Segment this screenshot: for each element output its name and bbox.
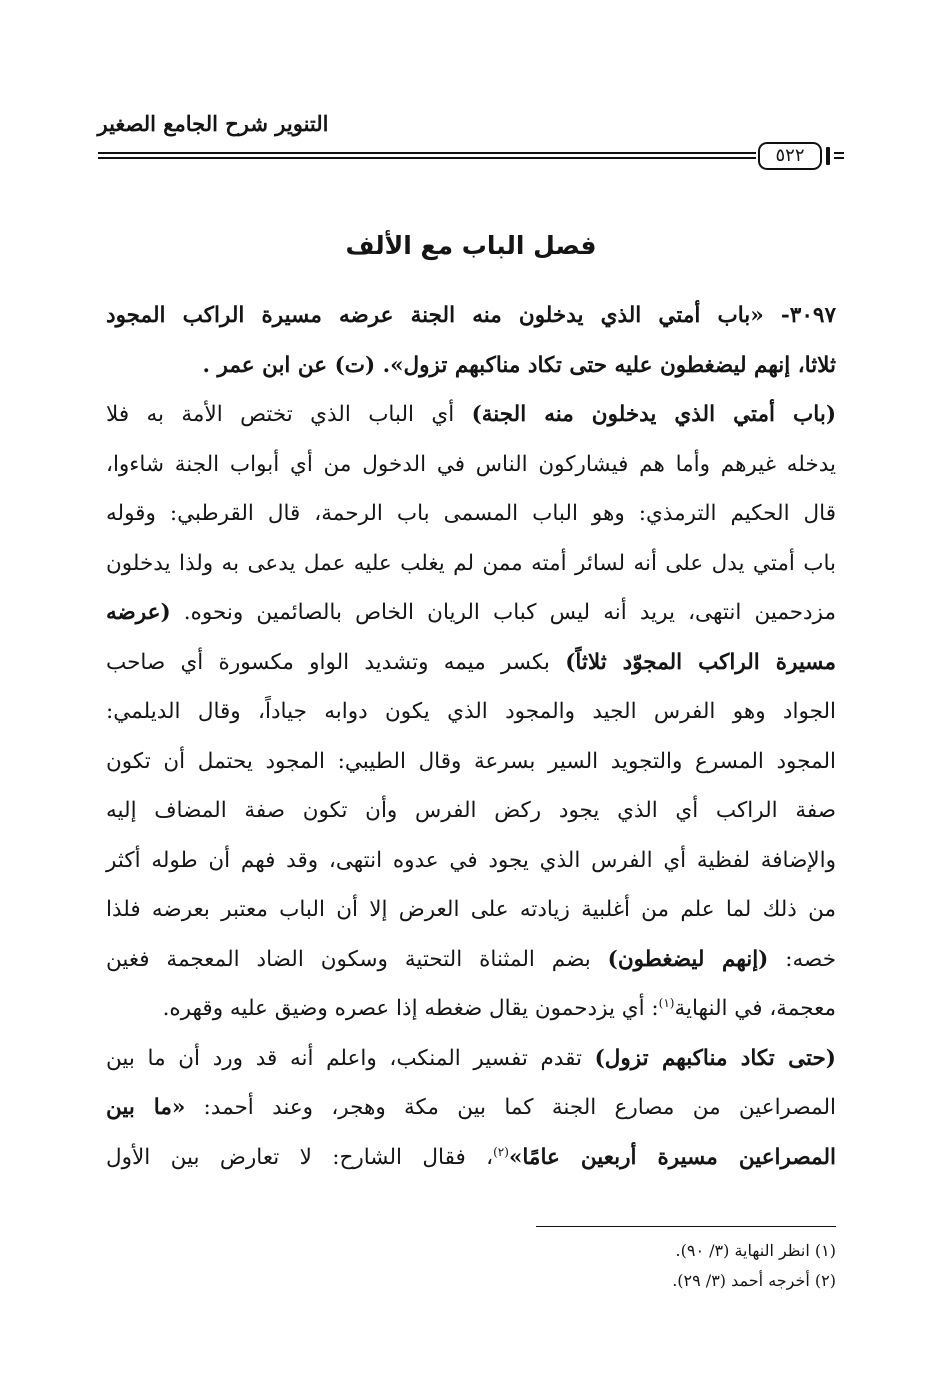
text-line-6: باب أمتي يدل على أنه لسائر أمته ممن لم يغلب عليه عمل يدعى به ولذا يدخلون xyxy=(106,550,836,576)
header-double-rule xyxy=(98,152,756,159)
hadith-line-1: ٣٠٩٧- «باب أمتي الذي يدخلون منه الجنة عرضه مسيرة الراكب المجود xyxy=(106,303,836,328)
text-run: مزدحمين انتهى، يريد أنه ليس كباب الريان الخاص بالصائمين ونحوه. xyxy=(170,600,836,625)
text-line-16 xyxy=(106,1034,836,1084)
text-line-5: قال الحكيم الترمذي: وهو الباب المسمى باب الرحمة، قال القرطبي: وقوله xyxy=(106,501,836,526)
text-run: : أي يزدحمون يقال ضغطه إذا عصره وضيق عليه وقهره. xyxy=(162,996,659,1021)
text-line-4: يدخله غيرهم وأما هم فيشاركون الناس في الدخول من أي أبواب الجنة شاءوا، xyxy=(106,451,836,477)
text-run: بضم المثناة التحتية وسكون الضاد المعجمة فغين xyxy=(106,946,608,972)
text-line-17 xyxy=(106,1083,836,1133)
text-run: تقدم تفسير المنكب، واعلم أنه قد ورد أن ما بين xyxy=(106,1045,595,1071)
text-line-15 xyxy=(106,984,836,1034)
text-run: أي الباب الذي تختص الأمة به فلا xyxy=(106,402,472,427)
text-line-14 xyxy=(106,935,836,985)
text-line-10: المجود المسرع والتجويد السير بسرعة وقال الطيبي: المجود يحتمل أن تكون xyxy=(106,748,836,774)
page-number: ٥٢٢ xyxy=(758,142,822,170)
text-line-8 xyxy=(106,638,836,688)
bold-quote: (إنهم ليضغطون) xyxy=(607,946,769,972)
bold-quote: المصراعين مسيرة أربعين عامًا» xyxy=(508,1144,836,1170)
header-ornament-bar xyxy=(826,147,830,165)
footnote-ref-1[interactable]: (١) xyxy=(658,995,675,1010)
text-line-7 xyxy=(106,588,836,638)
bold-quote: (عرضه xyxy=(106,600,171,625)
text-line-13: من ذلك لما علم من أغلبية زيادته على العرض إلا أن الباب معتبر بعرضه فلذا xyxy=(106,897,836,922)
text-run: المصراعين من مصارع الجنة كما بين مكة وهجر، وعند أحمد: xyxy=(185,1095,837,1120)
hadith-line-2: ثلاثا، إنهم ليضغطون عليه حتى تكاد مناكبهم تزول». (ت) عن ابن عمر . xyxy=(202,352,836,378)
footnote-divider xyxy=(536,1226,836,1227)
running-title: التنوير شرح الجامع الصغير xyxy=(97,111,329,136)
text-run: بكسر ميمه وتشديد الواو مكسورة أي صاحب xyxy=(106,649,566,675)
footnotes xyxy=(380,1236,836,1296)
bold-quote: «ما بين xyxy=(106,1095,186,1120)
text-line-18 xyxy=(106,1133,836,1183)
bold-quote: (حتى تكاد مناكبهم تزول) xyxy=(594,1045,836,1071)
header-rule-tail xyxy=(834,152,844,159)
footnote-1: (١) انظر النهاية (٣/ ٩٠). xyxy=(675,1241,836,1260)
footnote-2: (٢) أخرجه أحمد (٣/ ٢٩). xyxy=(672,1271,836,1290)
text-line-9: الجواد وهو الفرس الجيد والمجود الذي يكون دوابه جياداً، وقال الديلمي: xyxy=(106,699,836,724)
text-run: خصه: xyxy=(768,946,836,972)
bold-quote: (باب أمتي الذي يدخلون منه الجنة) xyxy=(471,402,836,427)
bold-quote: مسيرة الراكب المجوّد ثلاثاً) xyxy=(565,649,837,675)
footnote-ref-2[interactable]: (٢) xyxy=(493,1144,509,1159)
text-run: معجمة، في النهاية xyxy=(674,996,836,1021)
text-line-12: والإضافة لفظية أي الفرس الذي يجود في عدوه انتهى، وقد فهم أن طوله أكثر xyxy=(106,847,836,873)
text-line-11: صفة الراكب أي الذي يجود ركض الفرس وأن تكون صفة المضاف إليه xyxy=(106,798,836,823)
text-run: ، فقال الشارح: لا تعارض بين الأول xyxy=(106,1144,494,1170)
body-text xyxy=(106,291,836,1182)
text-line-3 xyxy=(106,390,836,440)
section-heading: فصل الباب مع الألف xyxy=(345,231,597,260)
